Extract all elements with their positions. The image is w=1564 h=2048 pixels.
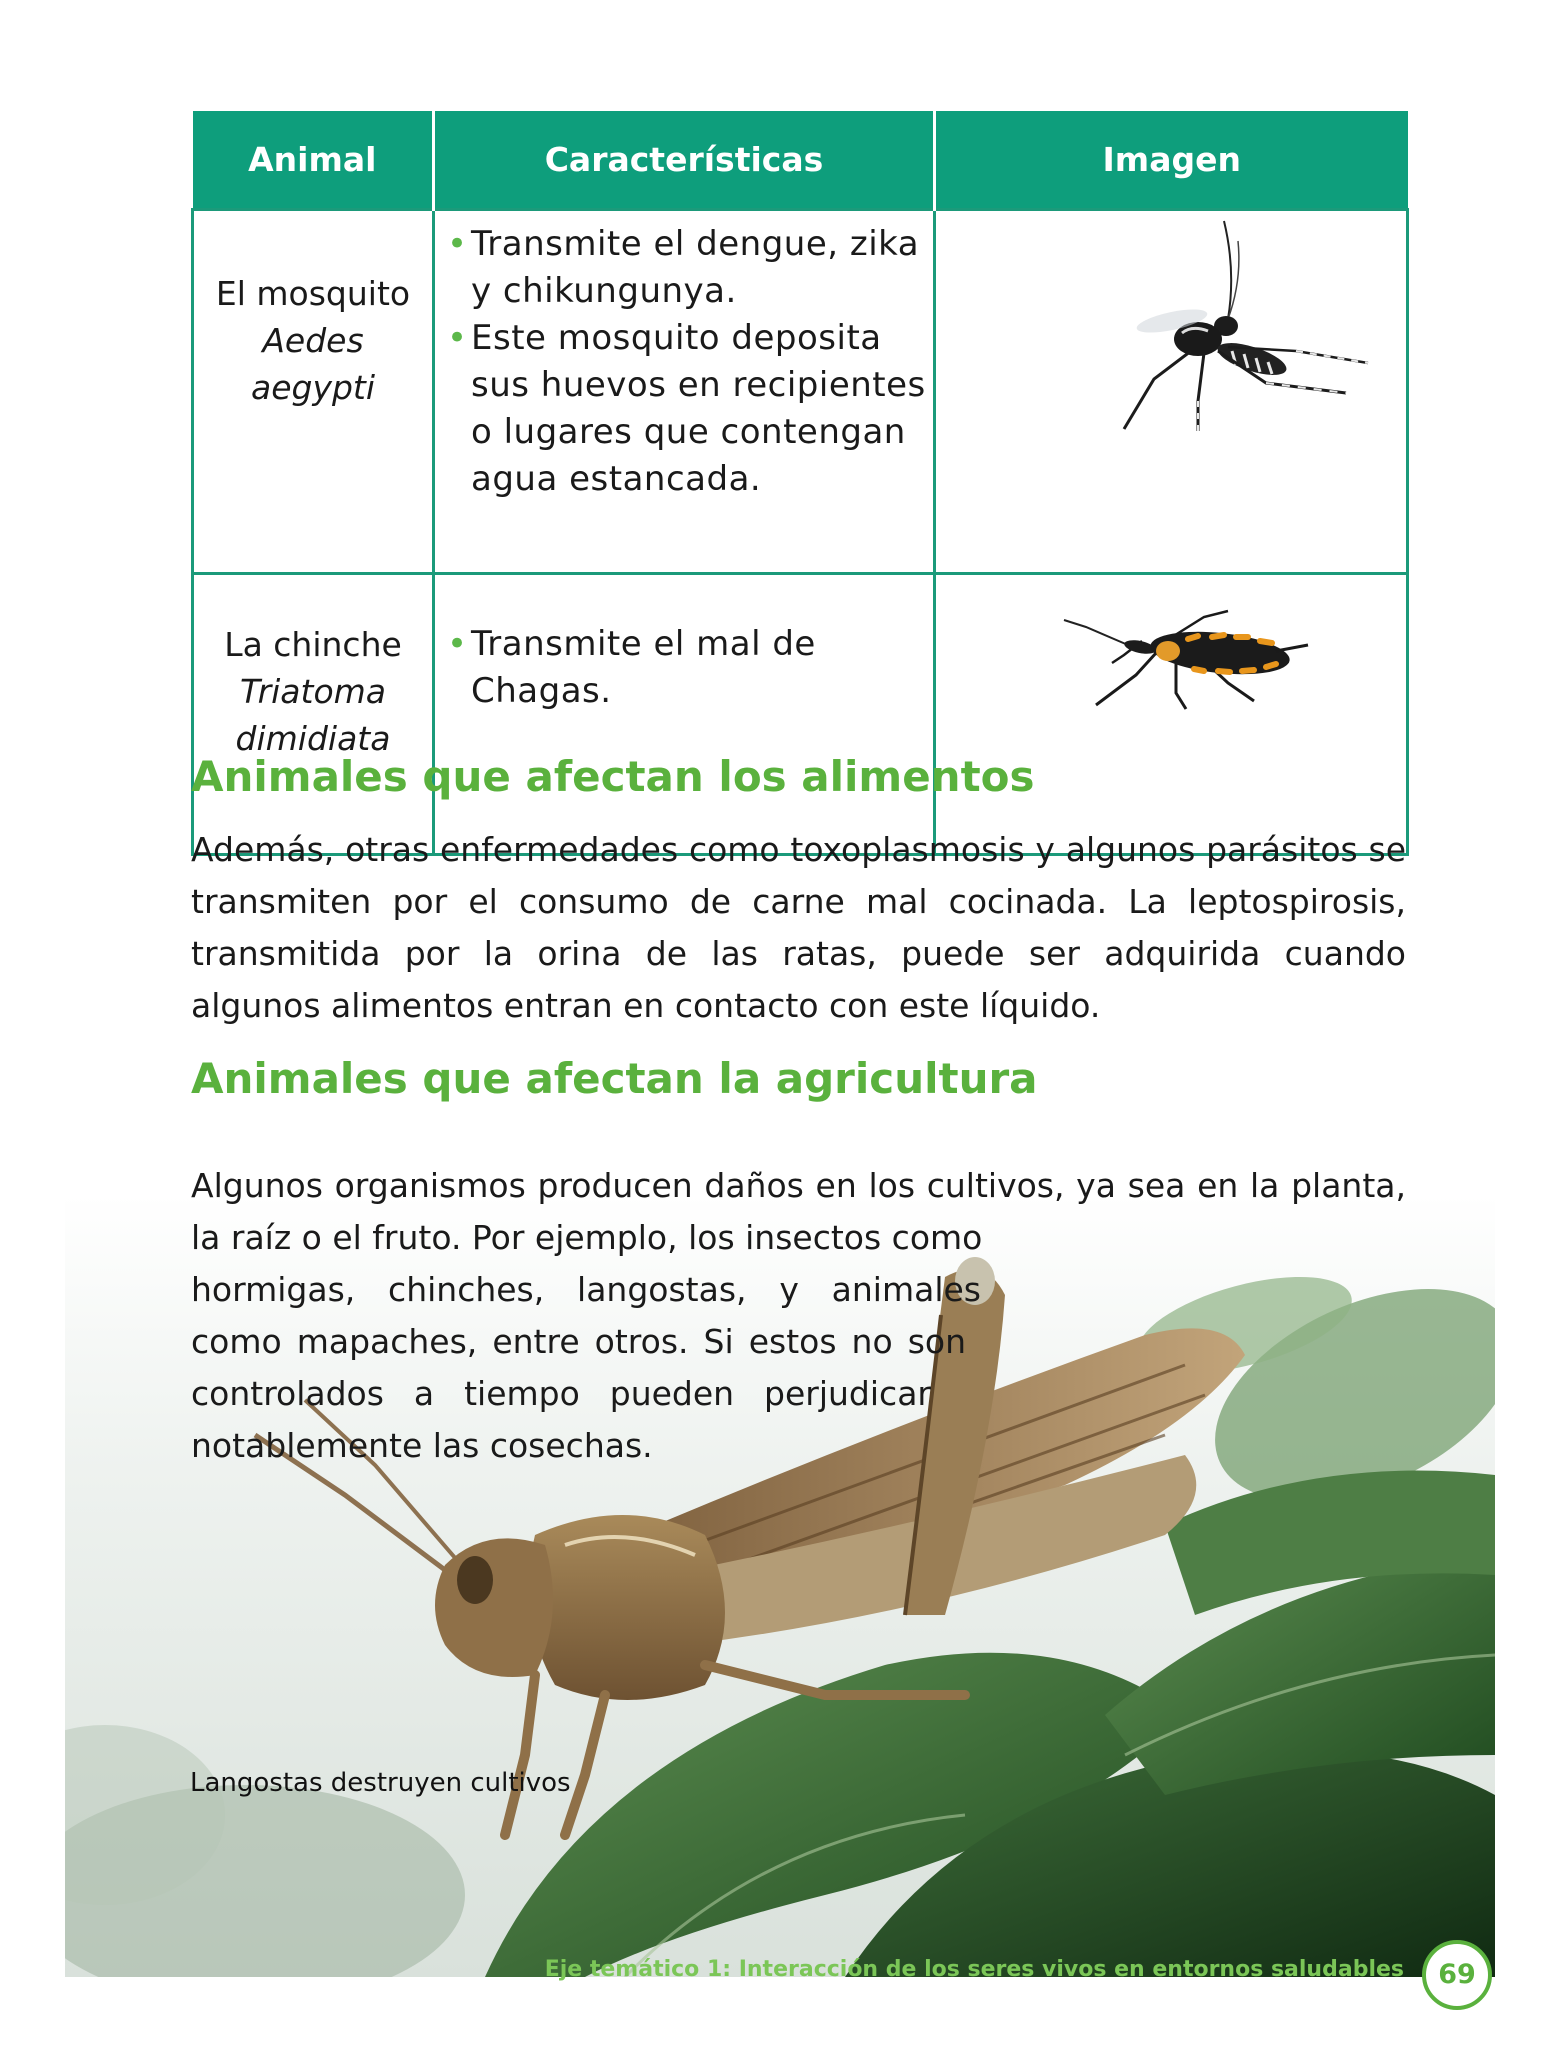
paragraph-line: controlados a tiempo pueden perjudicar xyxy=(191,1374,931,1413)
animal-common-name: La chinche xyxy=(224,625,402,664)
list-item: • Transmite el mal de Chagas. xyxy=(443,621,927,715)
image-cell xyxy=(935,574,1408,855)
animal-common-name: El mosquito xyxy=(215,274,411,313)
characteristics-list xyxy=(435,211,933,503)
animal-scientific-name-species: dimidiata xyxy=(235,719,391,758)
list-item: • Transmite el dengue, zika y chikungunya. xyxy=(443,221,927,315)
animal-scientific-name-species: aegypti xyxy=(250,368,376,407)
animal-scientific-name-genus: Triatoma xyxy=(239,672,387,711)
table-header-row xyxy=(193,111,1408,210)
bullet-icon: • xyxy=(447,624,468,664)
section-heading-food: Animales que afectan los alimentos xyxy=(191,752,1035,801)
paragraph-line: Algunos organismos producen daños en los cultivos, ya sea en la planta, xyxy=(191,1166,1406,1205)
header-animal: Animal xyxy=(193,111,434,210)
paragraph-line: notablemente las cosechas. xyxy=(191,1426,653,1465)
characteristics-list xyxy=(435,575,933,715)
image-cell xyxy=(935,210,1408,574)
paragraph-line: hormigas, chinches, langostas, y animales xyxy=(191,1270,981,1309)
bullet-icon: • xyxy=(447,318,468,358)
table-row xyxy=(193,210,1408,574)
animal-name-cell xyxy=(193,574,434,855)
animal-name-cell xyxy=(193,210,434,574)
page-number: 69 xyxy=(1422,1940,1492,2010)
footer-text: Eje temático 1: Interacción de los seres vivos en entornos saludables xyxy=(544,1957,1404,1982)
paragraph-line: como mapaches, entre otros. Si estos no son xyxy=(191,1322,966,1361)
characteristics-cell xyxy=(434,210,935,574)
bullet-icon: • xyxy=(447,224,468,264)
header-image: Imagen xyxy=(935,111,1408,210)
animal-scientific-name-genus: Aedes xyxy=(262,321,364,360)
paragraph-agriculture xyxy=(191,1160,1406,1472)
insect-table xyxy=(191,111,1409,856)
mosquito-photo-icon xyxy=(936,211,1409,513)
paragraph-line: la raíz o el fruto. Por ejemplo, los insectos como xyxy=(191,1218,983,1257)
photo-caption: Langostas destruyen cultivos xyxy=(190,1768,571,1798)
characteristics-cell xyxy=(434,574,935,855)
section-heading-agriculture: Animales que afectan la agricultura xyxy=(191,1054,1038,1103)
table-row xyxy=(193,574,1408,855)
paragraph-food: Además, otras enfermedades como toxoplasmosis y algunos parásitos se transmiten por el consumo de carne mal cocinada. La leptospirosis, transmitida por la orina de las ratas, puede ser adquirida cuando algunos alimentos entran en contacto con este líquido. xyxy=(191,830,1406,1025)
header-characteristics: Características xyxy=(434,111,935,210)
list-item: • Este mosquito deposita sus huevos en recipientes o lugares que contengan agua estancada. xyxy=(443,315,927,503)
